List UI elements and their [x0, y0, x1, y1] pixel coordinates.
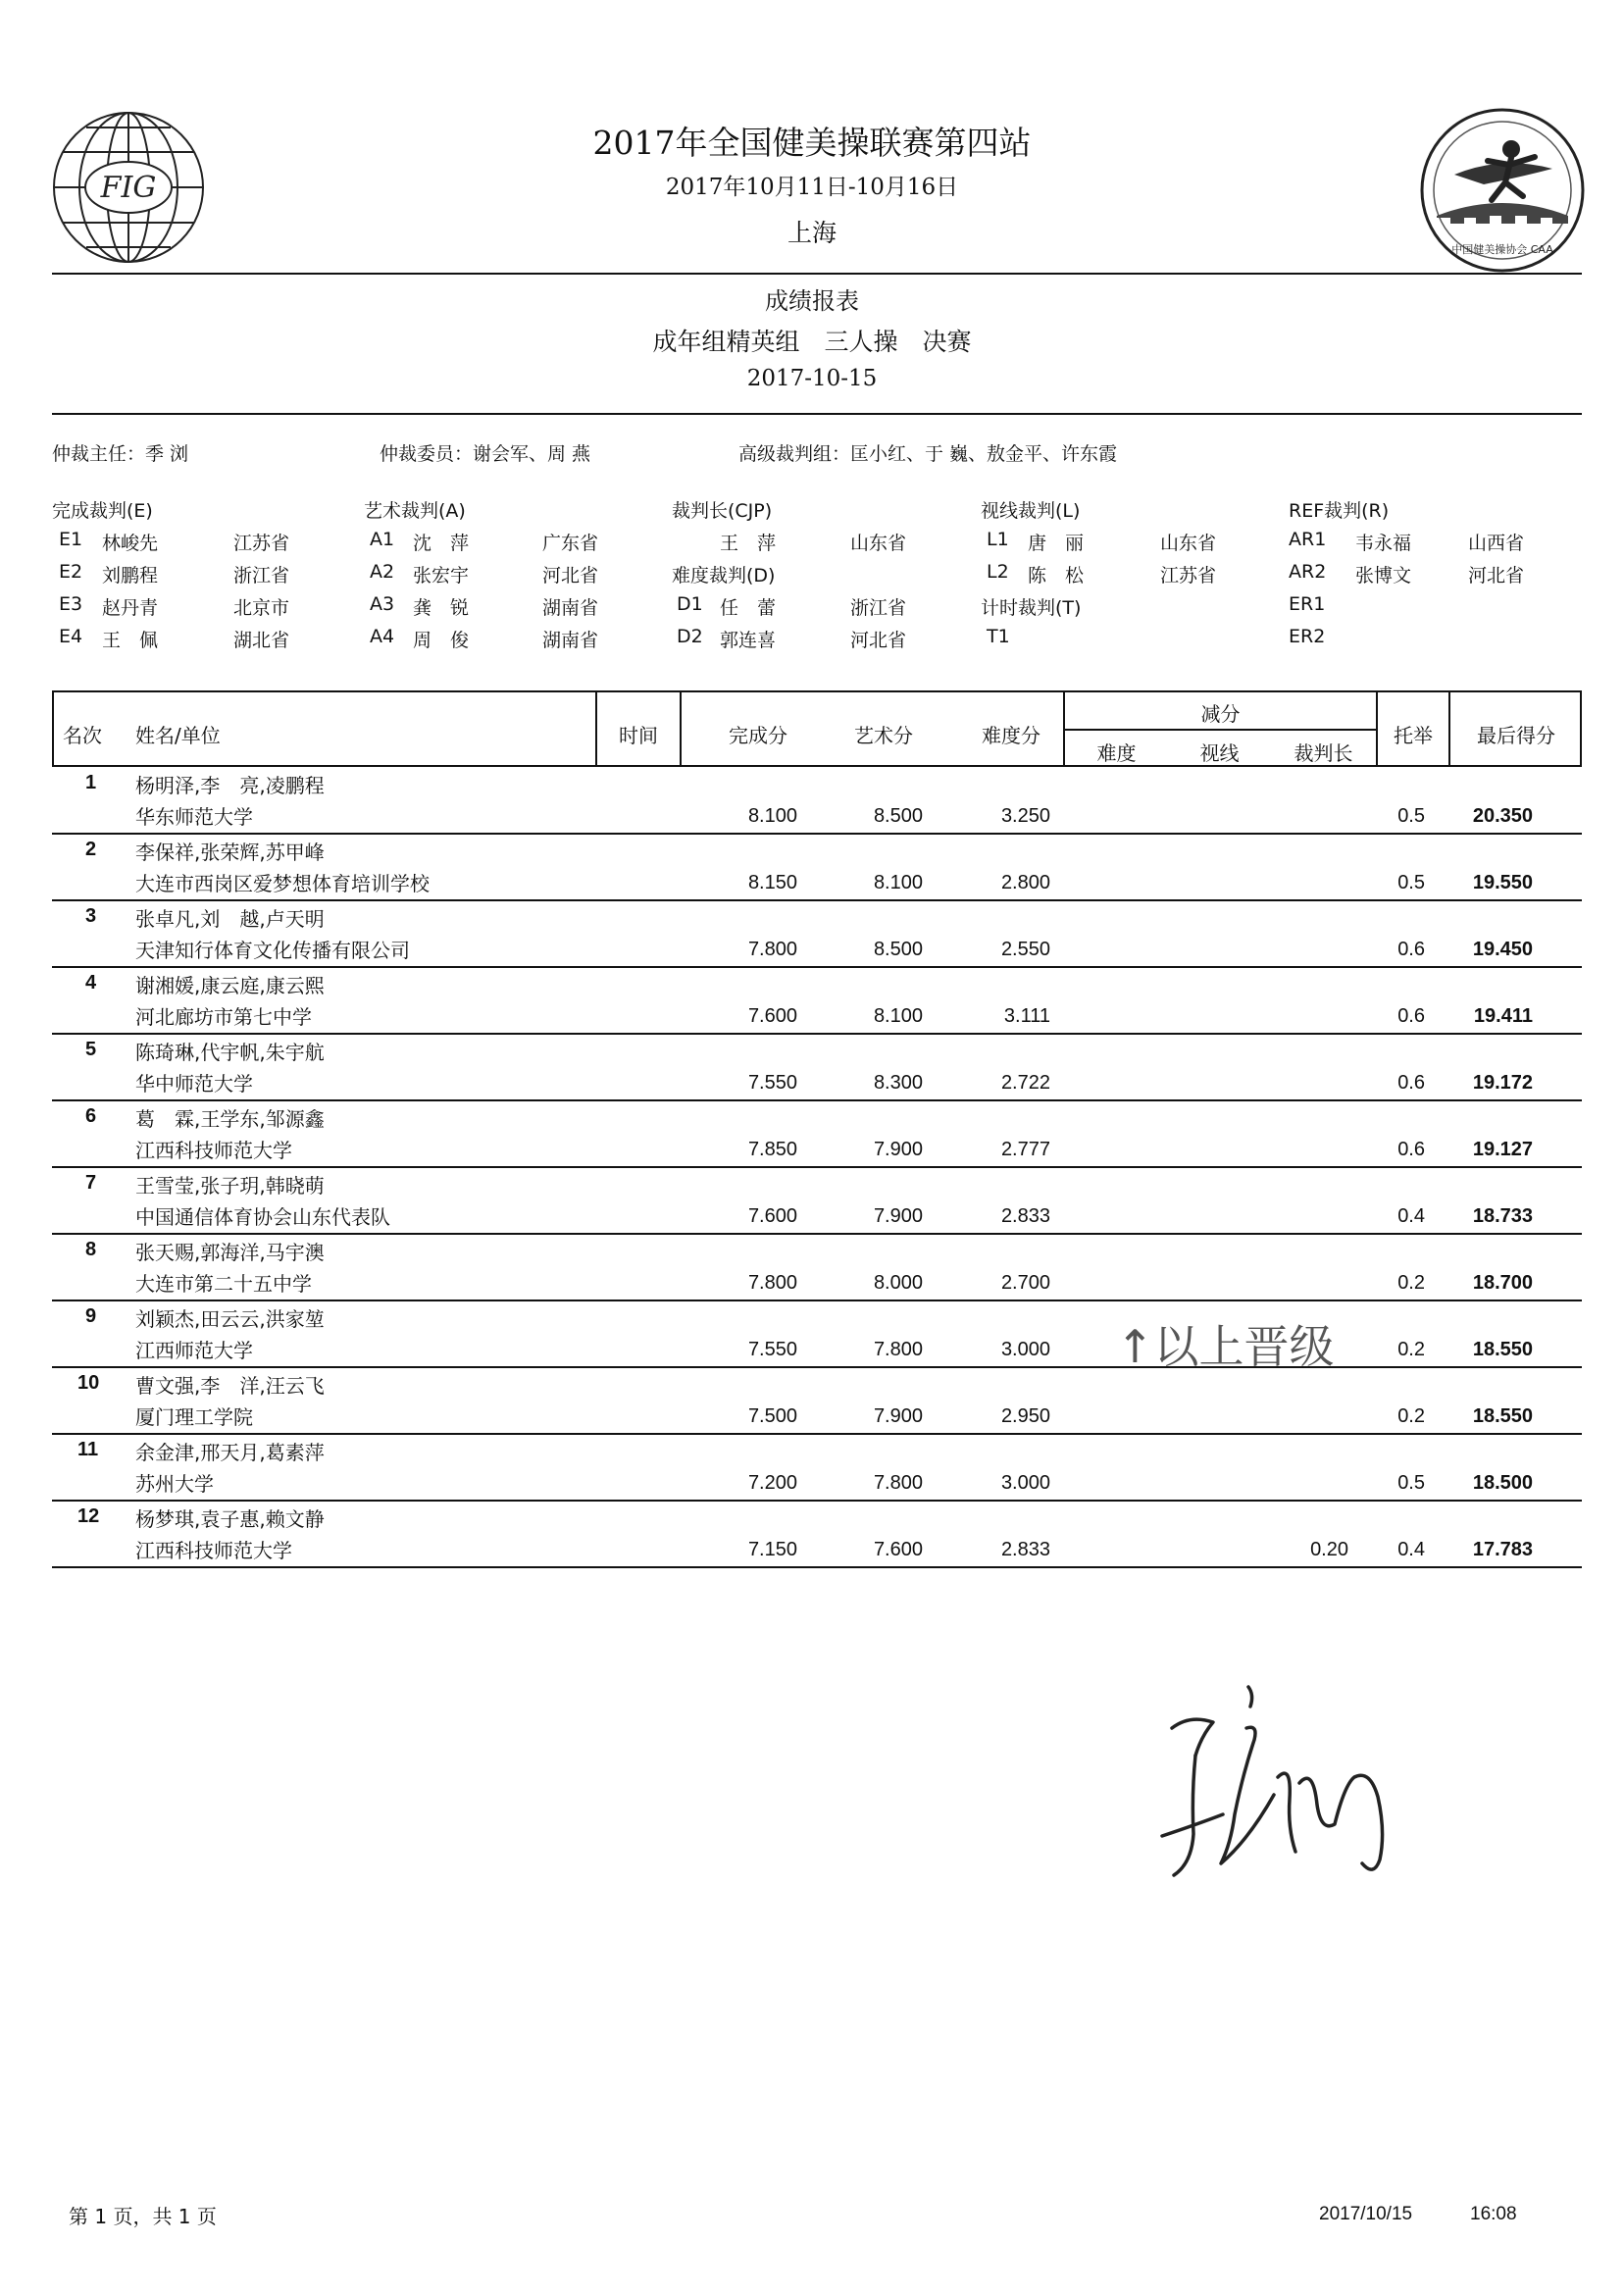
- panel-heading-chair: 裁判长(CJP): [672, 500, 773, 522]
- artistry-score: 8.300: [873, 1072, 923, 1094]
- chair-deduction: 0.20: [1310, 1539, 1348, 1560]
- artistry-score: 7.800: [873, 1339, 923, 1360]
- table-row: [52, 1301, 1582, 1368]
- final-score: 18.733: [1472, 1205, 1533, 1227]
- rank: 1: [85, 772, 97, 793]
- artistry-score: 7.800: [873, 1472, 923, 1494]
- team-unit: 中国通信体育协会山东代表队: [135, 1205, 390, 1229]
- athlete-names: 陈琦琳,代宇帆,朱宇航: [135, 1041, 325, 1064]
- header-rule: [52, 273, 1582, 275]
- difficulty-score: 2.550: [1000, 939, 1050, 960]
- team-unit: 江西科技师范大学: [135, 1539, 292, 1562]
- results-table: [52, 690, 1582, 1576]
- artistry-score: 7.900: [873, 1139, 923, 1160]
- final-score: 19.127: [1472, 1139, 1533, 1160]
- panel-code: A1: [370, 529, 395, 550]
- panel-name: 沈 萍: [413, 533, 470, 554]
- difficulty-score: 2.833: [1000, 1205, 1050, 1227]
- athlete-names: 葛 霖,王学东,邹源鑫: [135, 1107, 325, 1131]
- team-unit: 厦门理工学院: [135, 1405, 253, 1429]
- team-unit: 苏州大学: [135, 1472, 214, 1496]
- table-row: [52, 1235, 1582, 1301]
- artistry-score: 8.500: [873, 939, 923, 960]
- execution-score: 7.850: [747, 1139, 797, 1160]
- col-header-time: 时间: [619, 724, 658, 747]
- table-row: [52, 901, 1582, 968]
- table-row: [52, 1502, 1582, 1568]
- panel-region: 浙江省: [233, 565, 290, 586]
- lift-deduction: 0.6: [1397, 1072, 1425, 1094]
- table-row: [52, 1101, 1582, 1168]
- panel-code: ER1: [1289, 593, 1326, 615]
- team-unit: 大连市第二十五中学: [135, 1272, 312, 1296]
- lift-deduction: 0.5: [1397, 1472, 1425, 1494]
- panel-heading-line: 视线裁判(L): [981, 500, 1081, 522]
- panel-code: AR1: [1289, 529, 1327, 550]
- table-row: [52, 768, 1582, 835]
- execution-score: 7.600: [747, 1005, 797, 1027]
- col-header-difficulty: 难度分: [982, 724, 1040, 747]
- panel-name: 张宏宇: [413, 565, 470, 586]
- table-row: [52, 1035, 1582, 1101]
- event-title: 2017年全国健美操联赛第四站: [592, 124, 1032, 162]
- caa-logo-text: 中国健美操协会 CAA: [1451, 243, 1553, 256]
- panel-region: 湖南省: [542, 630, 599, 651]
- athlete-names: 刘颖杰,田云云,洪家堃: [135, 1307, 325, 1331]
- table-row: [52, 1168, 1582, 1235]
- panel-region: 山东省: [850, 533, 907, 554]
- qualification-note: ↑以上晋级: [1116, 1320, 1335, 1373]
- team-unit: 江西师范大学: [135, 1339, 253, 1362]
- athlete-names: 杨梦琪,袁子惠,赖文静: [135, 1507, 325, 1531]
- event-dates: 2017年10月11日-10月16日: [665, 175, 959, 200]
- lift-deduction: 0.2: [1397, 1339, 1425, 1360]
- lift-deduction: 0.6: [1397, 939, 1425, 960]
- panel-heading-artistry: 艺术裁判(A): [364, 500, 466, 522]
- panel-heading-time: 计时裁判(T): [981, 597, 1082, 619]
- print-time: 16:08: [1470, 2204, 1517, 2224]
- athlete-names: 李保祥,张荣辉,苏甲峰: [135, 841, 325, 864]
- panel-code: L1: [987, 529, 1009, 550]
- rank: 12: [77, 1505, 100, 1527]
- lift-deduction: 0.4: [1397, 1205, 1425, 1227]
- panel-name: 龚 锐: [413, 597, 470, 619]
- col-header-lift: 托举: [1394, 724, 1433, 747]
- report-category: 成年组精英组 三人操 决赛: [652, 328, 972, 356]
- final-score: 19.411: [1473, 1005, 1533, 1027]
- panel-code: ER2: [1289, 626, 1326, 647]
- difficulty-score: 2.950: [1000, 1405, 1050, 1427]
- panel-code: L2: [987, 561, 1009, 583]
- panel-region: 湖北省: [233, 630, 290, 651]
- lift-deduction: 0.4: [1397, 1539, 1425, 1560]
- team-unit: 华东师范大学: [135, 805, 253, 829]
- panel-code: D1: [677, 593, 703, 615]
- panel-code: A2: [370, 561, 395, 583]
- table-row: [52, 835, 1582, 901]
- lift-deduction: 0.5: [1397, 872, 1425, 893]
- execution-score: 8.150: [747, 872, 797, 893]
- artistry-score: 8.100: [873, 1005, 923, 1027]
- panel-code: D2: [677, 626, 703, 647]
- rank: 4: [85, 972, 97, 994]
- final-score: 19.450: [1472, 939, 1533, 960]
- panel-name: 张博文: [1355, 565, 1412, 586]
- panel-region: 河北省: [850, 630, 907, 651]
- difficulty-score: 3.250: [1000, 805, 1050, 827]
- table-row: [52, 968, 1582, 1035]
- col-header-final: 最后得分: [1477, 724, 1555, 747]
- execution-score: 7.550: [747, 1072, 797, 1094]
- difficulty-score: 2.833: [1000, 1539, 1050, 1560]
- difficulty-score: 2.700: [1000, 1272, 1050, 1294]
- panel-code: E2: [59, 561, 83, 583]
- artistry-score: 8.000: [873, 1272, 923, 1294]
- panel-name: 韦永福: [1355, 533, 1412, 554]
- panel-name: 郭连喜: [720, 630, 777, 651]
- col-header-name-unit: 姓名/单位: [135, 724, 221, 747]
- panel-heading-difficulty: 难度裁判(D): [672, 565, 776, 586]
- lift-deduction: 0.6: [1397, 1005, 1425, 1027]
- panel-code: A4: [370, 626, 395, 647]
- final-score: 18.500: [1472, 1472, 1533, 1494]
- difficulty-score: 3.000: [1000, 1339, 1050, 1360]
- panel-code: E3: [59, 593, 83, 615]
- final-score: 18.700: [1472, 1272, 1533, 1294]
- col-header-execution: 完成分: [729, 724, 787, 747]
- table-row: [52, 1368, 1582, 1435]
- print-date: 2017/10/15: [1319, 2204, 1413, 2224]
- athlete-names: 张天赐,郭海洋,马宇澳: [135, 1241, 325, 1264]
- execution-score: 7.600: [747, 1205, 797, 1227]
- col-header-ded-difficulty: 难度: [1096, 741, 1137, 765]
- final-score: 18.550: [1472, 1405, 1533, 1427]
- panel-region: 河北省: [1468, 565, 1525, 586]
- panel-name: 刘鹏程: [102, 565, 159, 586]
- col-header-artistry: 艺术分: [854, 724, 913, 747]
- difficulty-score: 3.000: [1000, 1472, 1050, 1494]
- panel-name: 陈 松: [1028, 565, 1085, 586]
- panel-region: 山东省: [1160, 533, 1217, 554]
- rank: 9: [85, 1305, 97, 1327]
- execution-score: 7.800: [747, 939, 797, 960]
- final-score: 19.550: [1472, 872, 1533, 893]
- execution-score: 7.150: [747, 1539, 797, 1560]
- panel-heading-reference: REF裁判(R): [1289, 500, 1390, 522]
- page-number: 第 1 页，共 1 页: [69, 2205, 217, 2228]
- rank: 2: [85, 839, 97, 860]
- lift-deduction: 0.2: [1397, 1405, 1425, 1427]
- panel-name: 林峻先: [102, 533, 159, 554]
- execution-score: 7.800: [747, 1272, 797, 1294]
- difficulty-score: 2.722: [1000, 1072, 1050, 1094]
- panel-region: 江苏省: [233, 533, 290, 554]
- lift-deduction: 0.5: [1397, 805, 1425, 827]
- panel-name: 唐 丽: [1028, 533, 1085, 554]
- report-date: 2017-10-15: [746, 366, 878, 391]
- lift-deduction: 0.2: [1397, 1272, 1425, 1294]
- panel-region: 河北省: [542, 565, 599, 586]
- athlete-names: 张卓凡,刘 越,卢天明: [135, 907, 325, 931]
- panel-code: AR2: [1289, 561, 1327, 583]
- report-rule: [52, 413, 1582, 415]
- col-header-ded-chair: 裁判长: [1294, 741, 1353, 765]
- difficulty-score: 2.777: [1000, 1139, 1050, 1160]
- final-score: 19.172: [1472, 1072, 1533, 1094]
- panel-code: E1: [59, 529, 83, 550]
- athlete-names: 余金津,邢天月,葛素萍: [135, 1441, 325, 1464]
- athlete-names: 曹文强,李 洋,汪云飞: [135, 1374, 325, 1398]
- lift-deduction: 0.6: [1397, 1139, 1425, 1160]
- panel-code: A3: [370, 593, 395, 615]
- final-score: 18.550: [1472, 1339, 1533, 1360]
- panel-name: 王 佩: [102, 630, 159, 651]
- execution-score: 8.100: [747, 805, 797, 827]
- report-title: 成绩报表: [765, 287, 859, 315]
- rank: 7: [85, 1172, 97, 1194]
- panel-name: 周 俊: [413, 630, 470, 651]
- team-unit: 河北廊坊市第七中学: [135, 1005, 312, 1029]
- rank: 5: [85, 1039, 97, 1060]
- artistry-score: 7.900: [873, 1205, 923, 1227]
- artistry-score: 7.600: [873, 1539, 923, 1560]
- jury-president: 仲裁主任：季 浏: [52, 443, 189, 465]
- fig-logo-text: FIG: [100, 171, 157, 205]
- artistry-score: 8.100: [873, 872, 923, 893]
- team-unit: 大连市西岗区爱梦想体育培训学校: [135, 872, 430, 895]
- team-unit: 华中师范大学: [135, 1072, 253, 1096]
- jury-superior: 高级裁判组：匡小红、于 巍、敖金平、许东霞: [738, 443, 1118, 465]
- rank: 3: [85, 905, 97, 927]
- panel-heading-execution: 完成裁判(E): [52, 500, 153, 522]
- rank: 11: [77, 1439, 99, 1460]
- panel-region: 北京市: [233, 597, 290, 619]
- artistry-score: 8.500: [873, 805, 923, 827]
- execution-score: 7.200: [747, 1472, 797, 1494]
- athlete-names: 谢湘媛,康云庭,康云熙: [135, 974, 325, 997]
- col-header-deductions: 减分: [1200, 702, 1241, 726]
- panel-region: 广东省: [542, 533, 599, 554]
- difficulty-score: 2.800: [1000, 872, 1050, 893]
- difficulty-score: 3.111: [1003, 1005, 1050, 1027]
- jury-members: 仲裁委员：谢会军、周 燕: [380, 443, 591, 465]
- panel-name: 赵丹青: [102, 597, 159, 619]
- panel-name: 王 萍: [720, 533, 777, 554]
- panel-code: T1: [987, 626, 1010, 647]
- panel-region: 山西省: [1468, 533, 1525, 554]
- execution-score: 7.500: [747, 1405, 797, 1427]
- panel-region: 浙江省: [850, 597, 907, 619]
- team-unit: 江西科技师范大学: [135, 1139, 292, 1162]
- team-unit: 天津知行体育文化传播有限公司: [135, 939, 410, 962]
- table-row: [52, 1435, 1582, 1502]
- col-header-rank: 名次: [63, 724, 102, 747]
- athlete-names: 杨明泽,李 亮,凌鹏程: [135, 774, 325, 797]
- panel-name: 任 蕾: [720, 597, 777, 619]
- signature: [1152, 1667, 1407, 1893]
- panel-code: E4: [59, 626, 83, 647]
- event-city: 上海: [787, 219, 837, 247]
- panel-region: 湖南省: [542, 597, 599, 619]
- panel-region: 江苏省: [1160, 565, 1217, 586]
- artistry-score: 7.900: [873, 1405, 923, 1427]
- final-score: 20.350: [1472, 805, 1533, 827]
- execution-score: 7.550: [747, 1339, 797, 1360]
- col-header-ded-line: 视线: [1199, 741, 1240, 765]
- athlete-names: 王雪莹,张子玥,韩晓萌: [135, 1174, 325, 1198]
- rank: 8: [85, 1239, 97, 1260]
- rank: 10: [77, 1372, 100, 1394]
- final-score: 17.783: [1472, 1539, 1533, 1560]
- rank: 6: [85, 1105, 97, 1127]
